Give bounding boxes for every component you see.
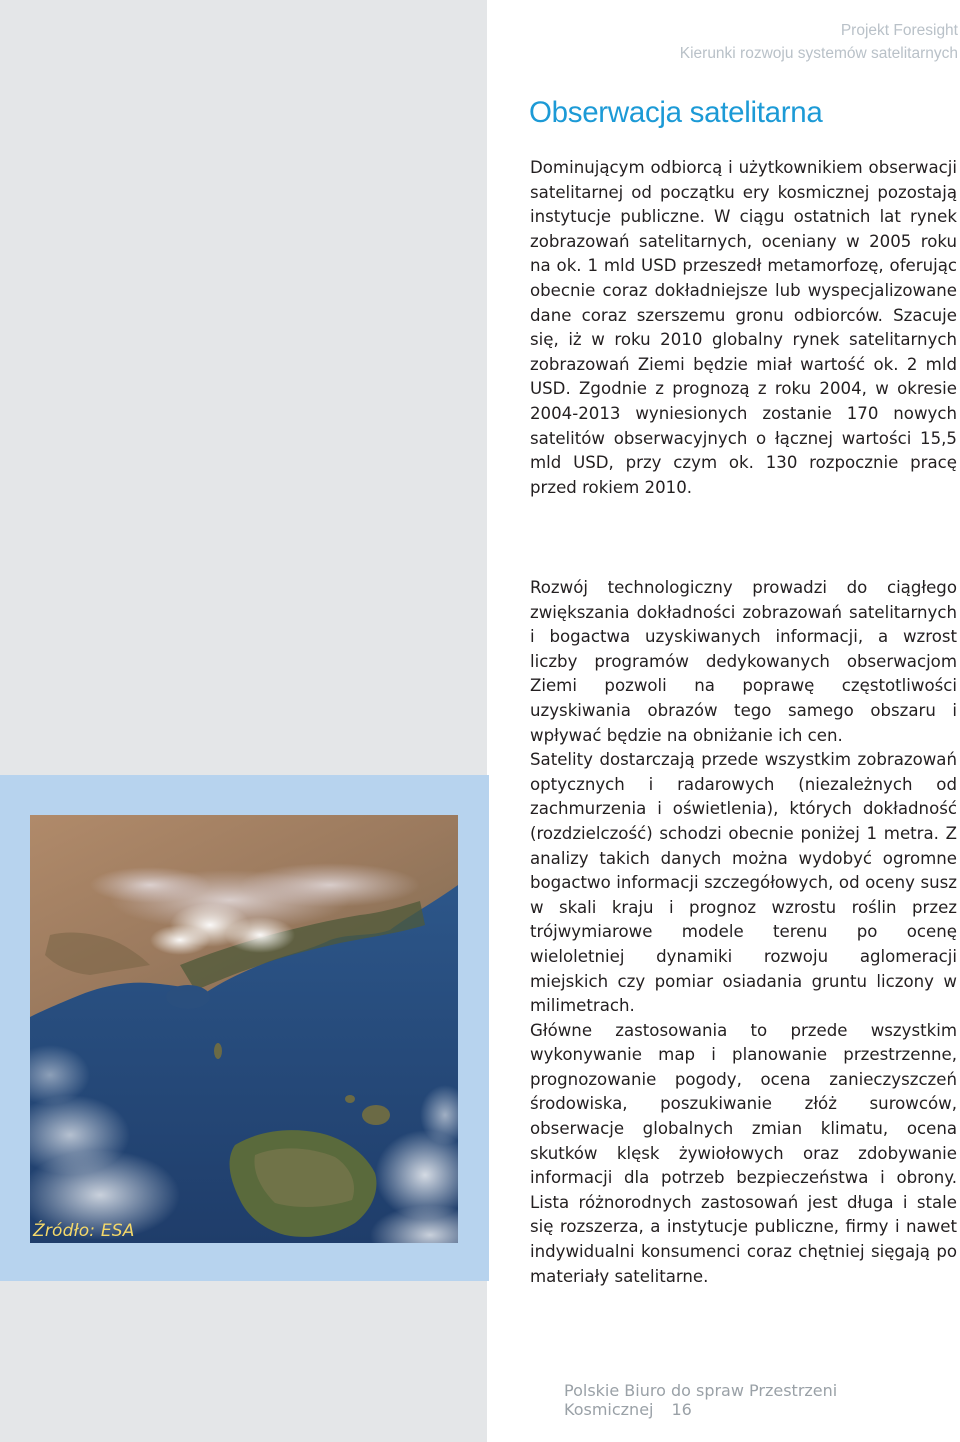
header-subtitle: Kierunki rozwoju systemów satelitarnych xyxy=(679,45,958,62)
paragraph: Satelity dostarczają przede wszystkim zobrazowań optycznych i radarowych (niezależnych od zachmurzenia i oświetlenia), których dokładność (rozdzielczość) schodzi obecnie poniżej 1 metra. Z analizy takich danych można wydobyć ogromne bogactwo informacji szczegółowych, od oceny susz w skali kraju i prognoz wzrostu roślin przez trójwymiarowe modele terenu po ocenę wieloletniej dynamiki rozwoju aglomeracji miejskich czy pomiar osiadania gruntu liczony w milimetrach. xyxy=(530,750,957,1016)
page-footer xyxy=(564,1381,960,1419)
footer-organization: Polskie Biuro do spraw Przestrzeni Kosmicznej xyxy=(564,1381,838,1419)
satellite-image xyxy=(30,815,458,1243)
satellite-image-graphic xyxy=(30,815,458,1243)
paragraph: Główne zastosowania to przede wszystkim wykonywanie map i planowanie przestrzenne, prognozowanie pogody, ocena zanieczyszczeń środowiska, poszukiwanie złóż surowców, obserwacje globalnych zmian klimatu, ocena skutków klęsk żywiołowych oraz zdobywanie informacji dla potrzeb bezpieczeństwa i obrony. Lista różnorodnych zastosowań jest długa i stale się rozszerza, a instytucje publiczne, firmy i nawet indywidualni konsumenci coraz chętniej sięgają po materiały satelitarne. xyxy=(530,1020,957,1286)
image-source-caption: Źródło: ESA xyxy=(33,1221,135,1241)
paragraph: Rozwój technologiczny prowadzi do ciągłego zwiększania dokładności zobrazowań satelitarnych i bogactwa uzyskiwanych informacji, a wzrost liczby programów dedykowanych obserwacjom Ziemi pozwoli na poprawę częstotliwości uzyskiwania obrazów tego samego obszaru i wpływać będzie na obniżanie ich cen. xyxy=(530,578,957,745)
paragraph: Dominującym odbiorcą i użytkownikiem obserwacji satelitarnej od początku ery kosmicznej pozostają instytucje publiczne. W ciągu ostatnich lat rynek zobrazowań satelitarnych, oceniany w 2005 roku na ok. 1 mld USD przeszedł metamorfozę, oferując obecnie coraz dokładniejsze lub wyspecjalizowane dane coraz szerszemu gronu odbiorców. Szacuje się, iż w roku 2010 globalny rynek satelitarnych zobrazowań Ziemi będzie miał wartość ok. 2 mld USD. Zgodnie z prognozą z roku 2004, w okresie 2004-2013 wyniesionych zostanie 170 nowych satelitów obserwacyjnych o łącznej wartości 15,5 mld USD, przy czym ok. 130 rozpocznie pracę przed rokiem 2010. xyxy=(530,158,957,497)
page-header xyxy=(680,19,958,65)
section-title: Obserwacja satelitarna xyxy=(529,96,823,129)
page-number: 16 xyxy=(671,1400,692,1419)
body-text-block-2 xyxy=(530,576,957,1289)
header-project: Projekt Foresight xyxy=(840,22,958,39)
body-text-block-1 xyxy=(530,156,957,500)
